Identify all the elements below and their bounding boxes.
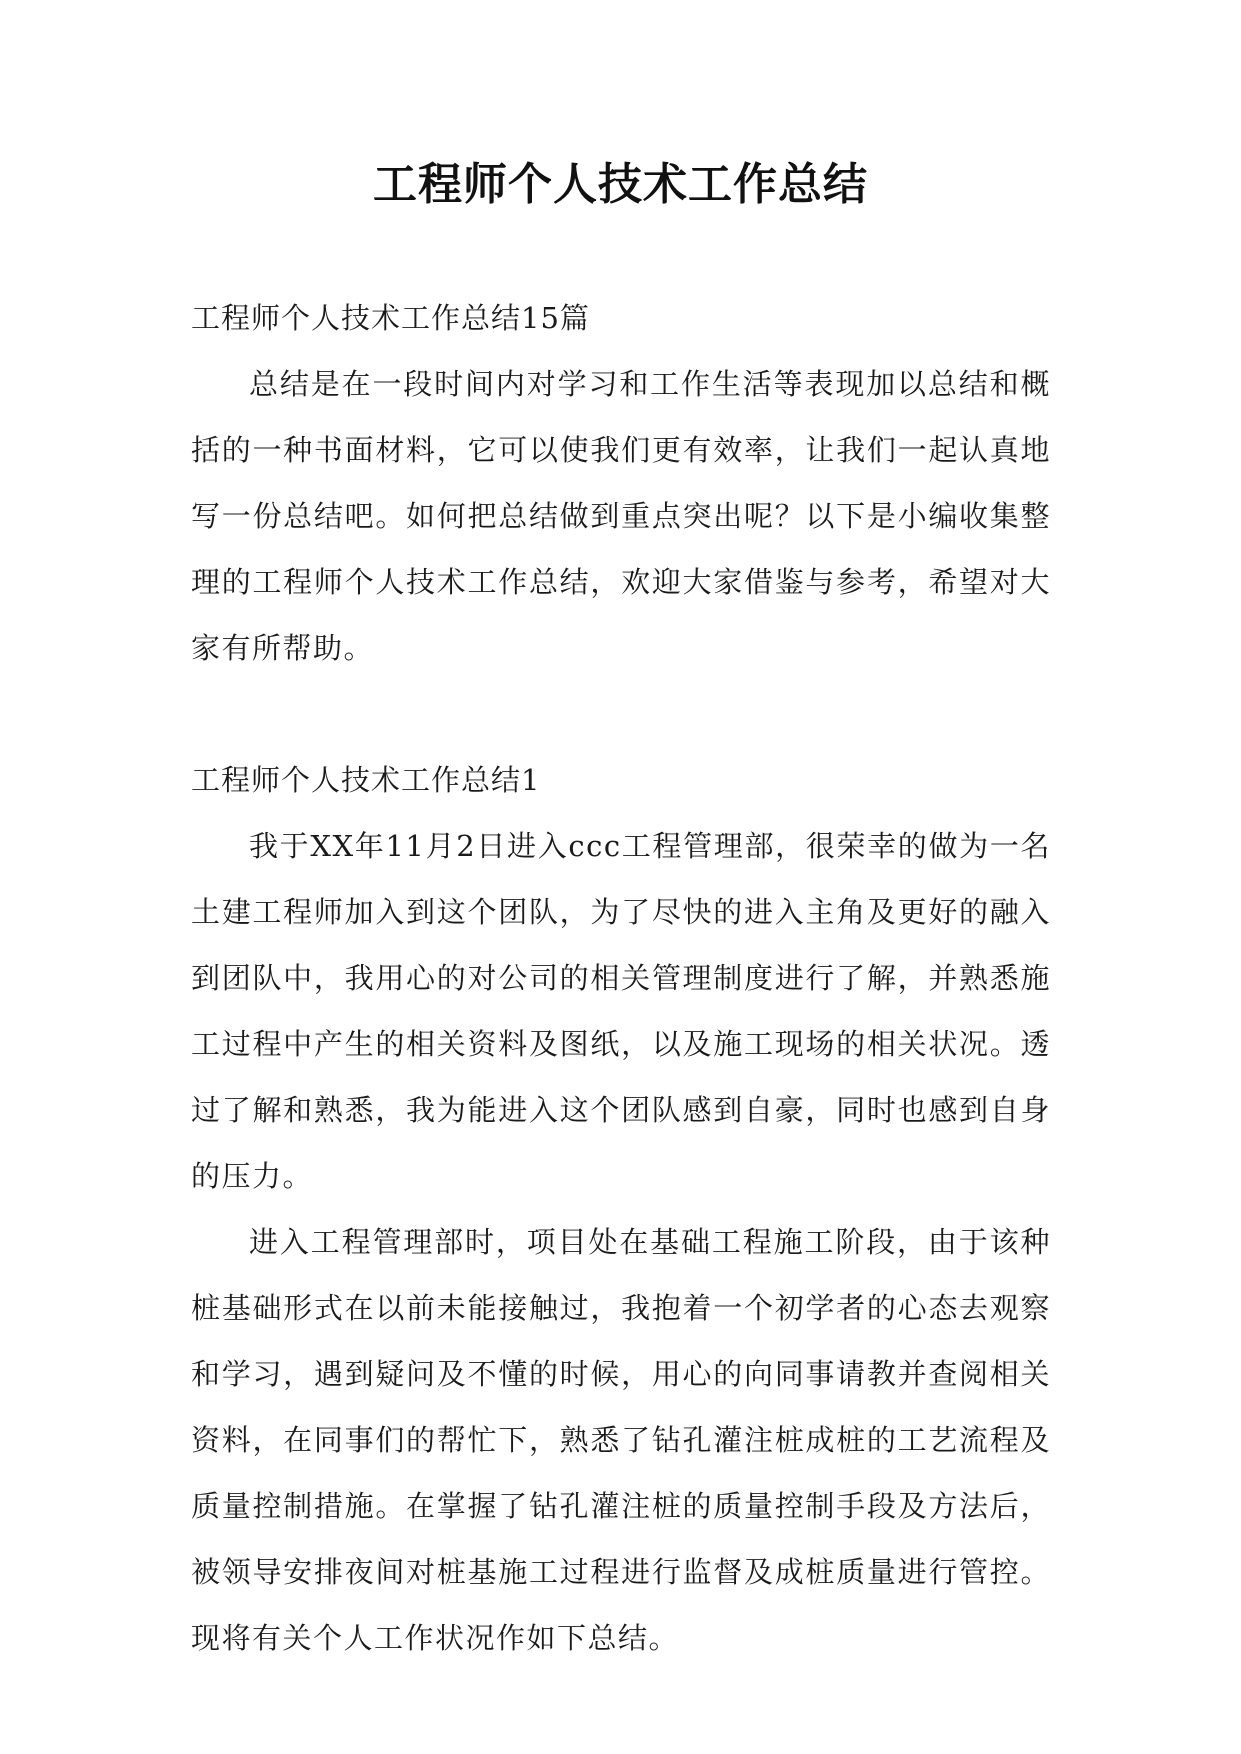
intro-paragraph: 总结是在一段时间内对学习和工作生活等表现加以总结和概括的一种书面材料，它可以使我们更有效率，让我们一起认真地写一份总结吧。如何把总结做到重点突出呢？以下是小编收集整理的工程师个人技术工作总结，欢迎大家借鉴与参考，希望对大家有所帮助。 <box>191 367 1051 665</box>
section-heading: 工程师个人技术工作总结1 <box>191 763 541 797</box>
section-paragraph-1: 我于XX年11月2日进入ccc工程管理部，很荣幸的做为一名土建工程师加入到这个团队，为了尽快的进入主角及更好的融入到团队中，我用心的对公司的相关管理制度进行了解，并熟悉施工过程中产生的相关资料及图纸，以及施工现场的相关状况。透过了解和熟悉，我为能进入这个团队感到自豪，同时也感到自身的压力。 <box>191 829 1051 1193</box>
document-title: 工程师个人技术工作总结 <box>373 159 868 210</box>
paragraph-gap <box>191 681 1051 747</box>
document-body <box>191 285 1051 1671</box>
section-paragraph-2: 进入工程管理部时，项目处在基础工程施工阶段，由于该种桩基础形式在以前未能接触过，我抱着一个初学者的心态去观察和学习，遇到疑问及不懂的时候，用心的向同事请教并查阅相关资料，在同事们的帮忙下，熟悉了钻孔灌注桩成桩的工艺流程及质量控制措施。在掌握了钻孔灌注桩的质量控制手段及方法后，被领导安排夜间对桩基施工过程进行监督及成桩质量进行管控。现将有关个人工作状况作如下总结。 <box>191 1225 1051 1655</box>
subtitle: 工程师个人技术工作总结15篇 <box>191 301 590 335</box>
